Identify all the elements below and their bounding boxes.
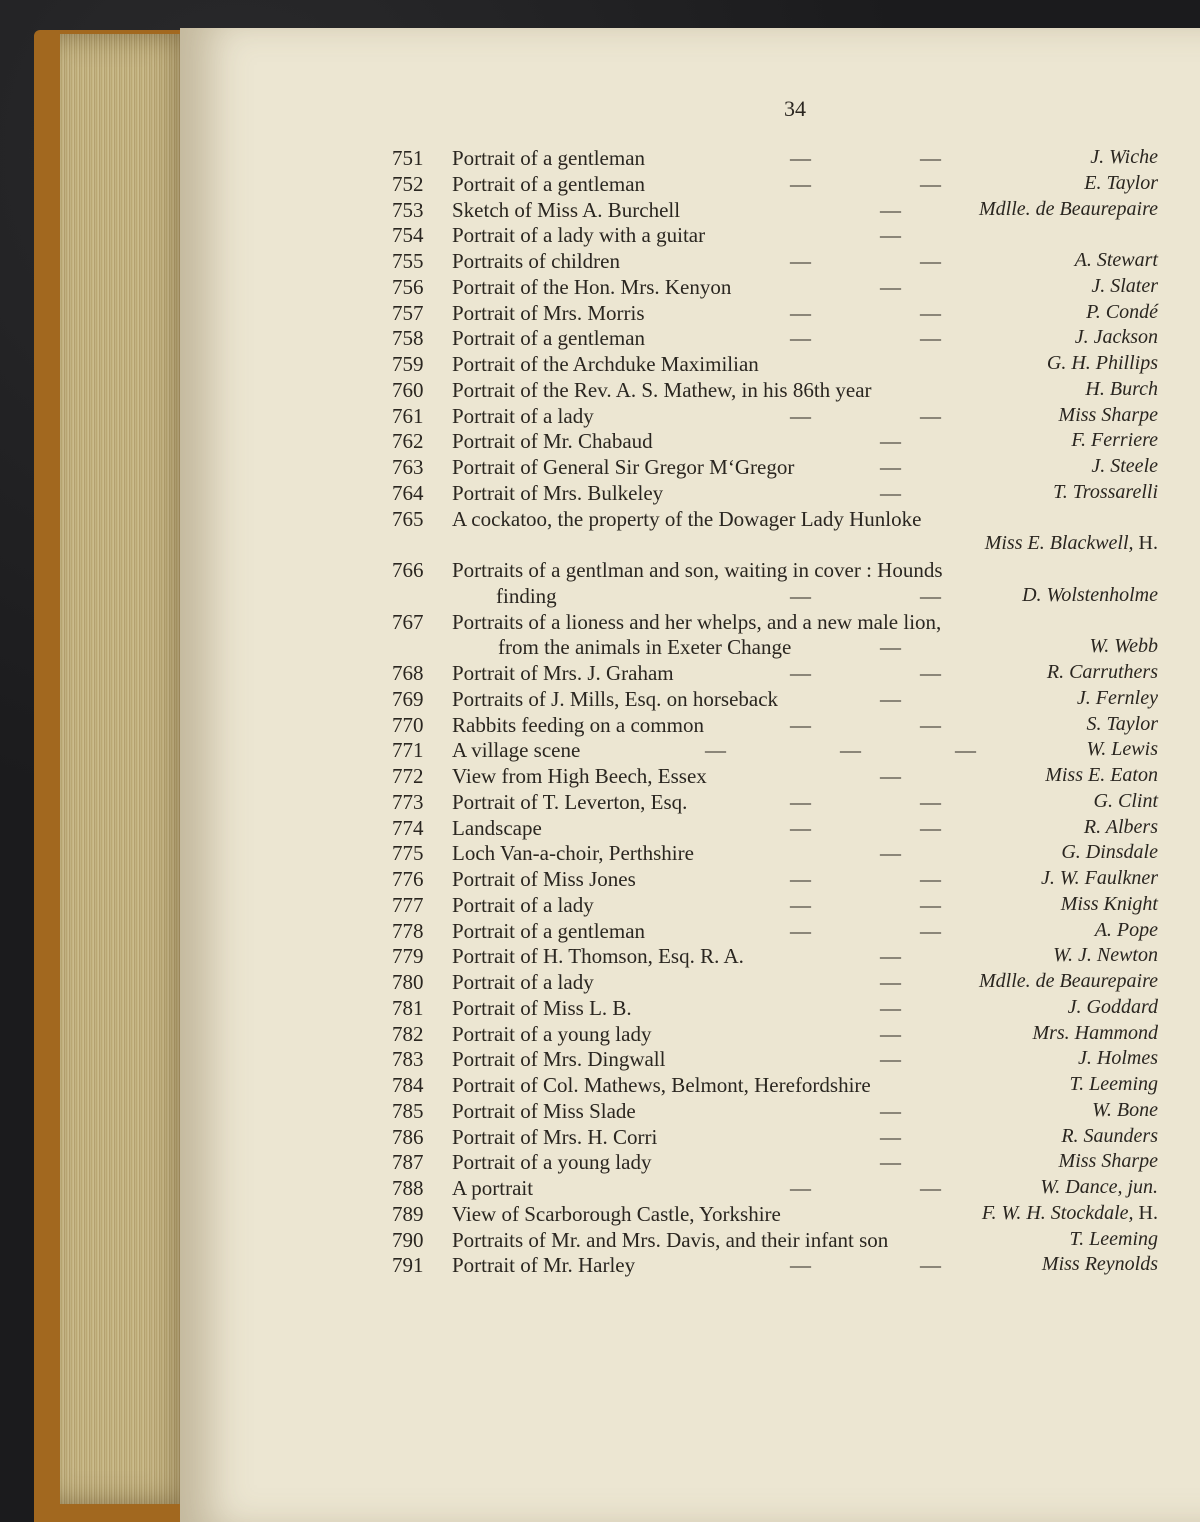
entry-number: 752 bbox=[392, 171, 424, 196]
leader-dash: — bbox=[790, 1253, 811, 1278]
catalogue-entry bbox=[0, 429, 1200, 455]
entry-number: 770 bbox=[392, 712, 424, 737]
entry-artist bbox=[1061, 893, 1158, 916]
artist-name: A. Stewart bbox=[1074, 249, 1158, 271]
entry-title: Loch Van-a-choir, Perthshire bbox=[452, 841, 694, 866]
entry-artist bbox=[1053, 481, 1158, 504]
leader-dash: — bbox=[790, 867, 811, 891]
entry-number: 789 bbox=[392, 1201, 424, 1226]
leader-dash: — bbox=[880, 970, 901, 994]
leader-dash: — bbox=[920, 867, 941, 891]
leader-dash: — bbox=[920, 1176, 941, 1200]
leader-dash: — bbox=[790, 918, 811, 943]
entry-artist bbox=[1040, 1176, 1158, 1199]
artist-name: Miss Reynolds bbox=[1041, 1253, 1158, 1276]
leader-dash: — bbox=[880, 274, 901, 299]
leader-dash: — bbox=[790, 815, 811, 840]
leader-dash: — bbox=[880, 455, 901, 479]
leader-dash: — bbox=[880, 1098, 901, 1123]
entry-number: 762 bbox=[392, 429, 424, 454]
catalogue-entry bbox=[0, 404, 1200, 430]
entry-artist bbox=[1084, 816, 1158, 839]
entry-number: 782 bbox=[392, 1021, 424, 1046]
catalogue-entry bbox=[0, 558, 1200, 584]
entry-title: Portrait of Miss Slade bbox=[452, 1098, 636, 1123]
entry-artist bbox=[985, 532, 1158, 555]
entry-title: A portrait bbox=[452, 1176, 534, 1200]
artist-name: Mdlle. de Beaurepaire bbox=[978, 197, 1158, 220]
artist-name: A. Pope bbox=[1094, 918, 1158, 941]
entry-artist bbox=[1059, 1150, 1158, 1173]
leader-dash: — bbox=[920, 300, 941, 325]
artist-name: F. Ferriere bbox=[1071, 429, 1158, 452]
artist-name: J. Steele bbox=[1091, 455, 1158, 477]
leader-dash: — bbox=[790, 300, 811, 325]
leader-dash: — bbox=[790, 892, 811, 917]
entry-title: View of Scarborough Castle, Yorkshire bbox=[452, 1201, 781, 1226]
entry-title: Portrait of a lady bbox=[452, 970, 594, 994]
catalogue-entry bbox=[0, 507, 1200, 533]
leader-dash: — bbox=[705, 738, 726, 763]
catalogue-entry bbox=[0, 661, 1200, 687]
entry-number: 757 bbox=[392, 300, 424, 325]
entry-artist bbox=[1059, 404, 1158, 427]
entry-number: 786 bbox=[392, 1124, 424, 1149]
entry-artist bbox=[1094, 790, 1158, 813]
entry-title: Portrait of Mr. Chabaud bbox=[452, 429, 653, 454]
artist-name: G. H. Phillips bbox=[1046, 352, 1158, 374]
entry-title: Portrait of a lady bbox=[452, 403, 594, 428]
entry-artist bbox=[1078, 1047, 1158, 1070]
catalogue-entry bbox=[0, 610, 1200, 636]
catalogue-entry bbox=[0, 996, 1200, 1022]
entry-number: 771 bbox=[392, 738, 424, 763]
leader-dash: — bbox=[790, 326, 811, 351]
entry-title: Portrait of a lady with a guitar bbox=[452, 223, 706, 248]
catalogue-entry bbox=[0, 687, 1200, 713]
entry-number: 763 bbox=[392, 455, 424, 479]
entry-artist bbox=[1045, 764, 1158, 787]
leader-dash: — bbox=[790, 171, 811, 196]
entry-artist bbox=[1042, 1253, 1158, 1276]
catalogue-entry bbox=[0, 764, 1200, 790]
entry-number: 772 bbox=[392, 764, 424, 788]
leader-dash: — bbox=[880, 1021, 901, 1046]
leader-dash: — bbox=[880, 429, 901, 454]
entry-artist bbox=[1071, 429, 1158, 452]
leader-dash: — bbox=[920, 789, 941, 814]
artist-name: P. Condé bbox=[1086, 300, 1158, 323]
entry-number: 779 bbox=[392, 944, 424, 969]
entry-artist bbox=[1092, 1099, 1158, 1122]
entry-number: 758 bbox=[392, 326, 424, 351]
leader-dash: — bbox=[920, 815, 941, 840]
leader-dash: — bbox=[880, 1124, 901, 1149]
artist-honorary-mark: H. bbox=[1133, 1201, 1158, 1224]
artist-name: R. Albers bbox=[1083, 815, 1158, 838]
entry-artist bbox=[1091, 455, 1158, 478]
entry-number: 760 bbox=[392, 377, 424, 402]
leader-dash: — bbox=[790, 712, 811, 737]
catalogue-entry bbox=[0, 1253, 1200, 1279]
catalogue-entry bbox=[0, 275, 1200, 301]
artist-name: R. Saunders bbox=[1061, 1124, 1158, 1147]
catalogue-entry bbox=[0, 249, 1200, 275]
artist-name: Miss E. Blackwell, bbox=[984, 532, 1134, 555]
entry-number: 785 bbox=[392, 1098, 424, 1123]
artist-name: J. Holmes bbox=[1078, 1047, 1158, 1070]
entry-title: Portrait of a gentleman bbox=[452, 918, 646, 943]
artist-name: W. Dance, jun. bbox=[1040, 1176, 1158, 1198]
artist-name: Mrs. Hammond bbox=[1032, 1021, 1158, 1044]
entry-title: Portrait of a gentleman bbox=[452, 326, 646, 351]
entry-number: 781 bbox=[392, 995, 424, 1020]
catalogue-entry bbox=[0, 172, 1200, 198]
entry-artist bbox=[1086, 301, 1158, 324]
entry-artist bbox=[1075, 326, 1158, 349]
artist-name: G. Clint bbox=[1093, 789, 1158, 812]
catalogue-entry bbox=[0, 1099, 1200, 1125]
artist-name: G. Dinsdale bbox=[1061, 841, 1158, 864]
leader-dash: — bbox=[920, 892, 941, 917]
catalogue-entry bbox=[0, 532, 1200, 558]
leader-dash: — bbox=[880, 635, 901, 660]
artist-name: R. Carruthers bbox=[1046, 661, 1158, 683]
catalogue-entry bbox=[0, 841, 1200, 867]
entry-artist bbox=[1084, 172, 1158, 195]
entry-title: Sketch of Miss A. Burchell bbox=[452, 197, 681, 222]
entry-artist bbox=[1069, 1228, 1158, 1251]
leader-dash: — bbox=[920, 661, 941, 685]
catalogue-entry bbox=[0, 713, 1200, 739]
entry-title: Portrait of Mrs. Morris bbox=[452, 300, 645, 325]
entry-artist bbox=[1086, 713, 1158, 736]
entry-title: Portrait of Mrs. Bulkeley bbox=[452, 480, 664, 505]
entry-artist bbox=[1095, 919, 1158, 942]
entry-title: Portraits of J. Mills, Esq. on horseback bbox=[452, 686, 779, 711]
catalogue-entry bbox=[0, 635, 1200, 661]
entry-number: 788 bbox=[392, 1176, 424, 1200]
catalogue-entry bbox=[0, 1047, 1200, 1073]
entry-artist bbox=[1069, 1073, 1158, 1096]
leader-dash: — bbox=[880, 1047, 901, 1072]
artist-name: S. Taylor bbox=[1086, 712, 1158, 735]
entry-number: 787 bbox=[392, 1150, 424, 1175]
entry-title: Portrait of Mrs. J. Graham bbox=[452, 661, 674, 685]
artist-name: J. Goddard bbox=[1067, 995, 1158, 1018]
entry-title: Portrait of the Rev. A. S. Mathew, in his 86th year bbox=[452, 377, 872, 402]
entry-number: 774 bbox=[392, 815, 424, 840]
entry-number: 751 bbox=[392, 146, 424, 170]
leader-dash: — bbox=[790, 789, 811, 814]
entry-title: Portrait of Miss Jones bbox=[452, 867, 636, 891]
entry-title: from the animals in Exeter Change bbox=[498, 635, 792, 660]
catalogue-entry bbox=[0, 1228, 1200, 1254]
entry-artist bbox=[979, 970, 1158, 993]
entry-artist bbox=[1091, 275, 1158, 298]
entry-artist bbox=[1041, 867, 1158, 890]
leader-dash: — bbox=[880, 764, 901, 788]
entry-number: 764 bbox=[392, 480, 424, 505]
entry-artist bbox=[1075, 249, 1158, 272]
entry-title: finding bbox=[496, 583, 557, 608]
entry-artist bbox=[1053, 944, 1158, 967]
leader-dash: — bbox=[920, 146, 941, 170]
entry-number: 759 bbox=[392, 352, 424, 376]
entry-number: 790 bbox=[392, 1227, 424, 1252]
entry-title: Portrait of Col. Mathews, Belmont, Herefordshire bbox=[452, 1073, 871, 1097]
catalogue-entry bbox=[0, 1022, 1200, 1048]
entry-number: 783 bbox=[392, 1047, 424, 1072]
entry-artist bbox=[1090, 146, 1158, 169]
leader-dash: — bbox=[790, 661, 811, 685]
artist-name: Miss Sharpe bbox=[1058, 403, 1158, 426]
entry-artist bbox=[1086, 738, 1158, 761]
entry-number: 768 bbox=[392, 661, 424, 685]
entry-artist bbox=[1047, 352, 1158, 375]
catalogue-entry bbox=[0, 481, 1200, 507]
entry-title: Portrait of T. Leverton, Esq. bbox=[452, 789, 688, 814]
leader-dash: — bbox=[920, 712, 941, 737]
catalogue-entry bbox=[0, 455, 1200, 481]
artist-name: W. Webb bbox=[1089, 635, 1158, 658]
artist-name: Miss E. Eaton bbox=[1045, 764, 1158, 786]
entry-artist bbox=[1061, 1125, 1158, 1148]
entry-title: Portrait of Mr. Harley bbox=[452, 1253, 636, 1278]
entry-number: 766 bbox=[392, 558, 424, 582]
artist-name: W. J. Newton bbox=[1053, 944, 1158, 967]
leader-dash: — bbox=[880, 944, 901, 969]
artist-name: Miss Knight bbox=[1060, 892, 1158, 915]
artist-name: J. Fernley bbox=[1076, 686, 1158, 709]
entry-number: 769 bbox=[392, 686, 424, 711]
entry-title: Portrait of a young lady bbox=[452, 1021, 652, 1046]
artist-name: J. Wiche bbox=[1090, 146, 1158, 168]
entry-title: Landscape bbox=[452, 815, 542, 840]
leader-dash: — bbox=[920, 326, 941, 351]
leader-dash: — bbox=[880, 480, 901, 505]
entry-artist bbox=[1022, 584, 1158, 607]
catalogue-entry bbox=[0, 919, 1200, 945]
page-number: 34 bbox=[784, 96, 806, 121]
entry-title: Portrait of a gentleman bbox=[452, 171, 646, 196]
entry-title: Rabbits feeding on a common bbox=[452, 712, 704, 737]
entry-number: 754 bbox=[392, 223, 424, 248]
entry-title: Portrait of the Archduke Maximilian bbox=[452, 352, 759, 376]
catalogue-entry bbox=[0, 816, 1200, 842]
leader-dash: — bbox=[955, 738, 976, 763]
entry-title: A village scene bbox=[452, 738, 581, 763]
leader-dash: — bbox=[880, 197, 901, 222]
catalogue-entry bbox=[0, 970, 1200, 996]
entry-artist bbox=[1068, 996, 1158, 1019]
catalogue-entry bbox=[0, 1150, 1200, 1176]
entry-title: A cockatoo, the property of the Dowager Lady Hunloke bbox=[452, 506, 922, 531]
leader-dash: — bbox=[920, 583, 941, 608]
entry-number: 775 bbox=[392, 841, 424, 866]
catalogue-entry bbox=[0, 944, 1200, 970]
entry-title: Portrait of General Sir Gregor M‘Gregor bbox=[452, 455, 795, 479]
artist-name: T. Trossarelli bbox=[1053, 480, 1158, 503]
artist-name: J. W. Faulkner bbox=[1040, 867, 1158, 889]
catalogue-entry bbox=[0, 1073, 1200, 1099]
catalogue-entry bbox=[0, 326, 1200, 352]
catalogue-entry bbox=[0, 1125, 1200, 1151]
catalogue-entry bbox=[0, 378, 1200, 404]
entry-title: Portrait of the Hon. Mrs. Kenyon bbox=[452, 274, 732, 299]
entry-number: 753 bbox=[392, 197, 424, 222]
entry-title: Portrait of Miss L. B. bbox=[452, 995, 632, 1020]
catalogue-entry bbox=[0, 1176, 1200, 1202]
leader-dash: — bbox=[840, 738, 861, 763]
entry-artist bbox=[1047, 661, 1158, 684]
artist-name: W. Lewis bbox=[1086, 738, 1158, 761]
entry-title: Portraits of Mr. and Mrs. Davis, and their infant son bbox=[452, 1227, 889, 1252]
leader-dash: — bbox=[880, 686, 901, 711]
leader-dash: — bbox=[920, 403, 941, 428]
artist-name: F. W. H. Stockdale, bbox=[981, 1201, 1134, 1224]
leader-dash: — bbox=[880, 223, 901, 248]
artist-honorary-mark: H. bbox=[1133, 532, 1158, 555]
entry-title: Portraits of children bbox=[452, 249, 620, 273]
leader-dash: — bbox=[880, 995, 901, 1020]
entry-number: 756 bbox=[392, 274, 424, 299]
entry-artist bbox=[1032, 1022, 1158, 1045]
leader-dash: — bbox=[790, 1176, 811, 1200]
leader-dash: — bbox=[880, 1150, 901, 1175]
catalogue-entry bbox=[0, 301, 1200, 327]
artist-name: E. Taylor bbox=[1084, 171, 1158, 194]
catalogue-entry bbox=[0, 584, 1200, 610]
leader-dash: — bbox=[790, 146, 811, 170]
entry-number: 780 bbox=[392, 970, 424, 994]
entry-artist bbox=[982, 1202, 1158, 1225]
catalogue-entry bbox=[0, 352, 1200, 378]
entry-number: 765 bbox=[392, 506, 424, 531]
entry-number: 776 bbox=[392, 867, 424, 891]
entry-number: 755 bbox=[392, 249, 424, 273]
leader-dash: — bbox=[920, 171, 941, 196]
entry-number: 778 bbox=[392, 918, 424, 943]
entry-number: 767 bbox=[392, 609, 424, 634]
entry-number: 791 bbox=[392, 1253, 424, 1278]
catalogue-entry bbox=[0, 198, 1200, 224]
entry-number: 784 bbox=[392, 1073, 424, 1097]
leader-dash: — bbox=[920, 249, 941, 273]
entry-artist bbox=[1061, 841, 1158, 864]
entry-title: Portrait of a young lady bbox=[452, 1150, 652, 1175]
artist-name: T. Leeming bbox=[1069, 1073, 1158, 1095]
catalogue-entry bbox=[0, 738, 1200, 764]
artist-name: Mdlle. de Beaurepaire bbox=[978, 970, 1158, 992]
leader-dash: — bbox=[920, 918, 941, 943]
catalogue-entry bbox=[0, 223, 1200, 249]
entry-number: 761 bbox=[392, 403, 424, 428]
entry-artist bbox=[1085, 378, 1158, 401]
entry-number: 777 bbox=[392, 892, 424, 917]
artist-name: J. Slater bbox=[1091, 274, 1158, 297]
leader-dash: — bbox=[920, 1253, 941, 1278]
artist-name: J. Jackson bbox=[1074, 326, 1158, 349]
catalogue-entry bbox=[0, 146, 1200, 172]
artist-name: H. Burch bbox=[1085, 377, 1158, 400]
artist-name: W. Bone bbox=[1092, 1098, 1158, 1121]
entry-artist bbox=[1077, 687, 1158, 710]
artist-name: Miss Sharpe bbox=[1058, 1150, 1158, 1173]
catalogue-entry bbox=[0, 867, 1200, 893]
entry-title: Portrait of Mrs. Dingwall bbox=[452, 1047, 666, 1072]
entry-title: Portrait of Mrs. H. Corri bbox=[452, 1124, 658, 1149]
entry-artist bbox=[979, 198, 1158, 221]
entry-title: Portraits of a lioness and her whelps, and a new male lion, bbox=[452, 609, 942, 634]
leader-dash: — bbox=[790, 583, 811, 608]
entry-title: View from High Beech, Essex bbox=[452, 764, 707, 788]
entry-title: Portrait of H. Thomson, Esq. R. A. bbox=[452, 944, 744, 969]
leader-dash: — bbox=[790, 249, 811, 273]
catalogue-entry bbox=[0, 790, 1200, 816]
entry-artist bbox=[1089, 635, 1158, 658]
leader-dash: — bbox=[880, 841, 901, 866]
catalogue-entry bbox=[0, 1202, 1200, 1228]
artist-name: T. Leeming bbox=[1069, 1227, 1158, 1250]
leader-dash: — bbox=[790, 403, 811, 428]
entry-title: Portrait of a lady bbox=[452, 892, 594, 917]
artist-name: D. Wolstenholme bbox=[1022, 583, 1158, 606]
catalogue-entry bbox=[0, 893, 1200, 919]
entry-number: 773 bbox=[392, 789, 424, 814]
entry-title: Portraits of a gentlman and son, waiting in cover : Hounds bbox=[452, 558, 943, 582]
entry-title: Portrait of a gentleman bbox=[452, 146, 646, 170]
